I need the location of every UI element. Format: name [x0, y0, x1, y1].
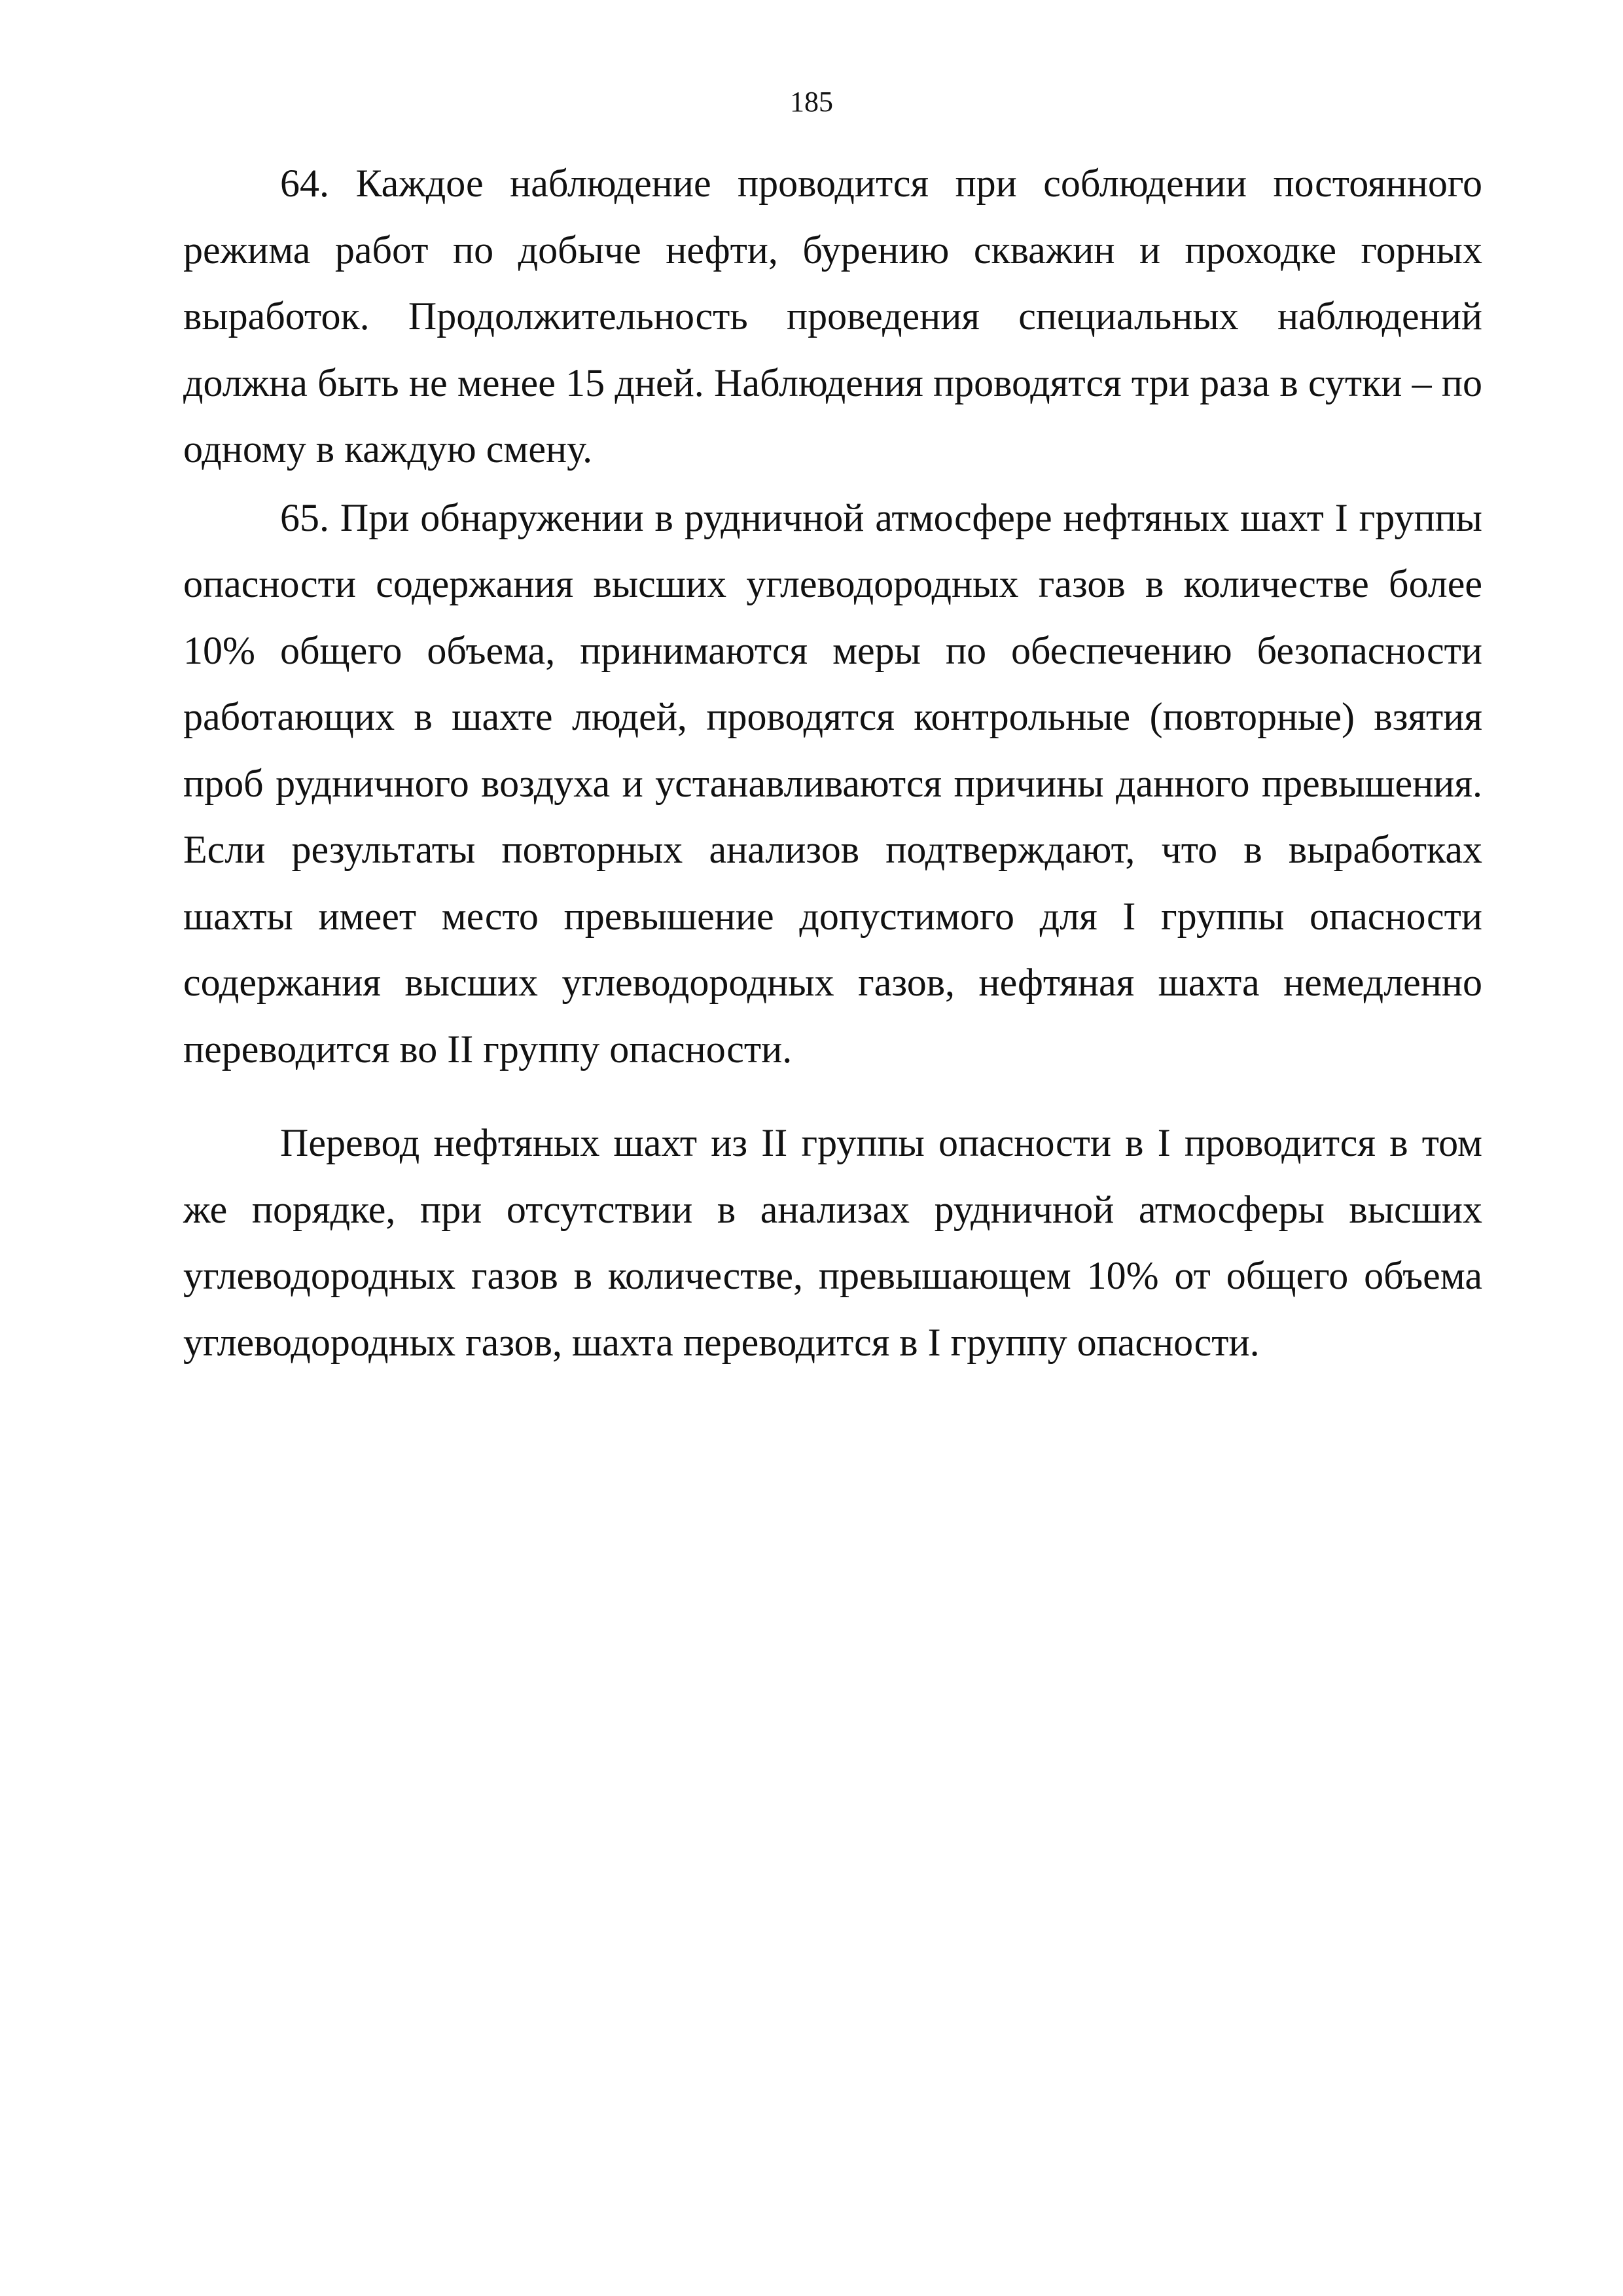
paragraph-64: 64. Каждое наблюдение проводится при соблюдении постоянного режима работ по добыче нефти, бурению скважин и проходке горных выработок. Продолжительность проведения специальных наблюдений должна быть не менее 15 дней. Наблюдения проводятся три раза в сутки – по одному в каждую смену. [183, 162, 1482, 471]
paragraph-65: 65. При обнаружении в рудничной атмосфере нефтяных шахт I группы опасности содержания высших углеводородных газов в количестве более 10% общего объема, принимаются меры по обеспечению безопасности работающих в шахте людей, проводятся контрольные (повторные) взятия проб рудничного воздуха и устанавливаются причины данного превышения. Если результаты повторных анализов подтверждают, что в выработках шахты имеет место превышение допустимого для I группы опасности содержания высших углеводородных газов, нефтяная шахта немедленно переводится во II группу опасности. [183, 495, 1482, 1071]
document-body [183, 151, 1482, 1376]
page-number: 185 [790, 86, 833, 118]
paragraph-transfer: Перевод нефтяных шахт из II группы опасности в I проводится в том же порядке, при отсутствии в анализах рудничной атмосферы высших углеводородных газов в количестве, превышающем 10% от общего объема углеводородных газов, шахта переводится в I группу опасности. [183, 1121, 1482, 1364]
